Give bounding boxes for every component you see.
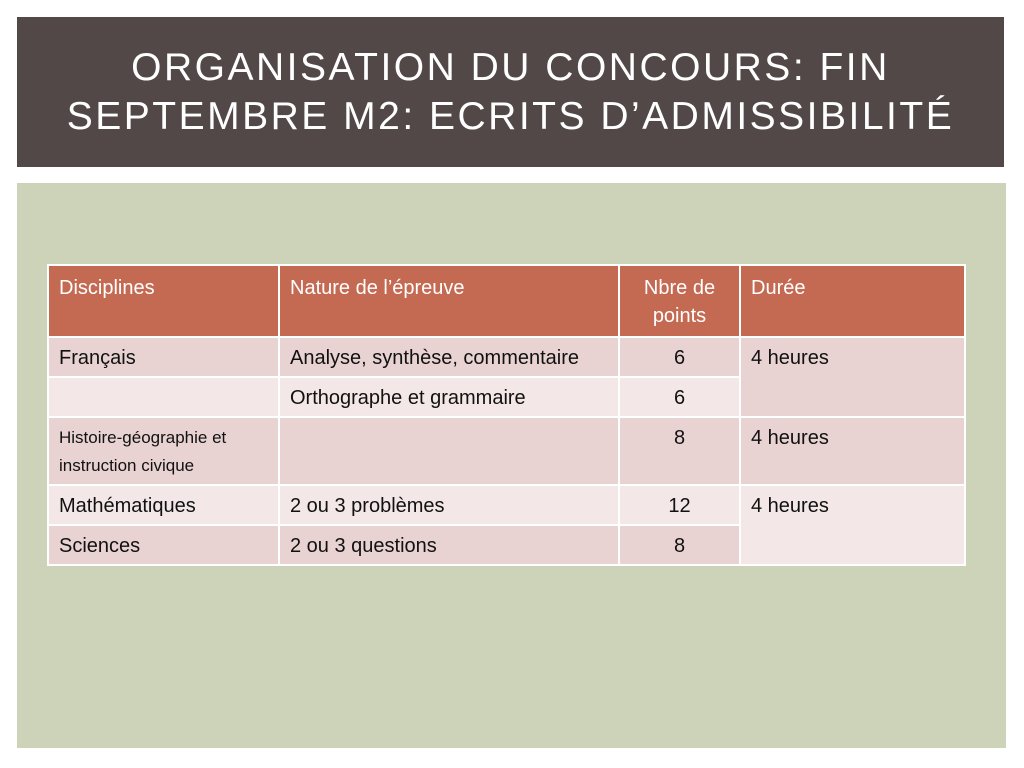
table-row	[48, 417, 965, 485]
slide-title: ORGANISATION DU CONCOURS: FIN SEPTEMBRE M2: ECRITS D’ADMISSIBILITÉ	[66, 46, 955, 138]
cell-nature: 2 ou 3 problèmes	[279, 485, 619, 525]
exam-table	[47, 264, 966, 566]
cell-discipline: Sciences	[48, 525, 279, 565]
cell-duree: 4 heures	[740, 337, 965, 417]
cell-points: 6	[619, 377, 740, 417]
table-row	[48, 485, 965, 525]
cell-points: 6	[619, 337, 740, 377]
cell-discipline: Histoire-géographie et instruction civique	[48, 417, 279, 485]
cell-nature: Analyse, synthèse, commentaire	[279, 337, 619, 377]
title-bar	[17, 17, 1004, 167]
cell-nature: Orthographe et grammaire	[279, 377, 619, 417]
cell-points: 8	[619, 525, 740, 565]
header-nature: Nature de l’épreuve	[279, 265, 619, 337]
cell-points: 8	[619, 417, 740, 485]
cell-points: 12	[619, 485, 740, 525]
cell-duree: 4 heures	[740, 417, 965, 485]
header-points: Nbre de points	[619, 265, 740, 337]
cell-duree: 4 heures	[740, 485, 965, 565]
cell-nature	[279, 417, 619, 485]
cell-discipline	[48, 377, 279, 417]
table-header-row	[48, 265, 965, 337]
cell-discipline: Français	[48, 337, 279, 377]
cell-discipline: Mathématiques	[48, 485, 279, 525]
header-duree: Durée	[740, 265, 965, 337]
header-disciplines: Disciplines	[48, 265, 279, 337]
table-row	[48, 337, 965, 377]
cell-nature: 2 ou 3 questions	[279, 525, 619, 565]
